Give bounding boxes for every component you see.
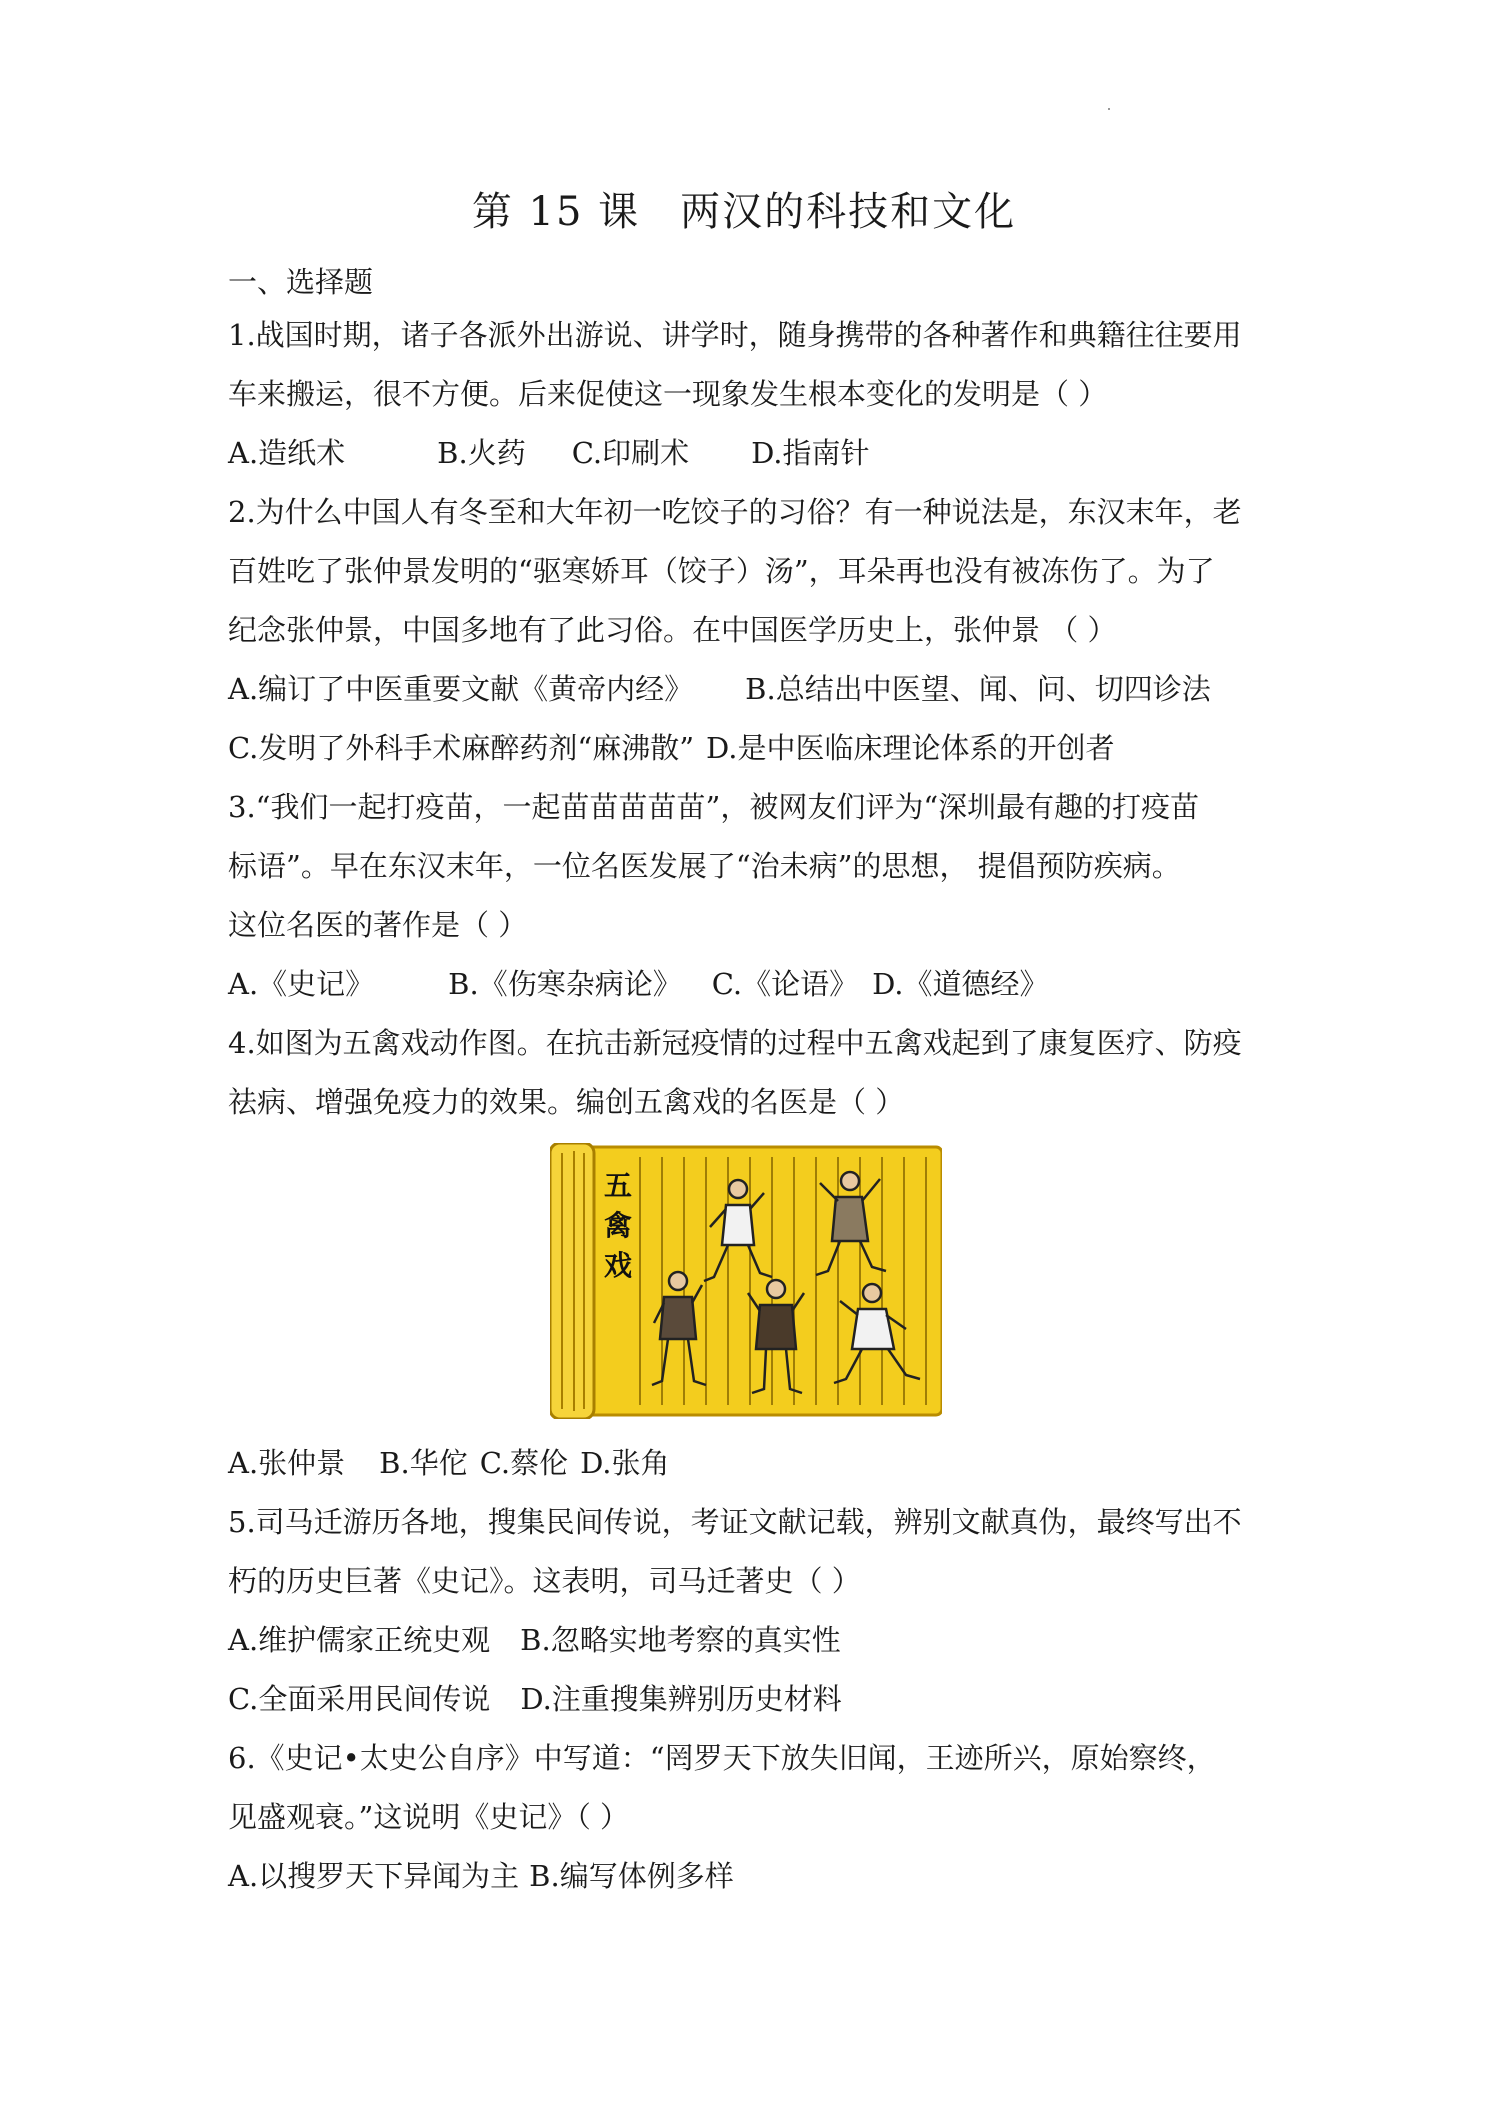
question-3-stem-line-2: 标语”。早在东汉末年，一位名医发展了“治未病”的思想， 提倡预防疾病。 [228, 849, 1181, 883]
question-2-stem-line-1: 2.为什么中国人有冬至和大年初一吃饺子的习俗？有一种说法是，东汉末年，老 [228, 495, 1242, 529]
option-c[interactable]: C.蔡伦 [479, 1446, 569, 1480]
question-4-stem-line-2: 祛病、增强免疫力的效果。编创五禽戏的名医是（ ） [228, 1085, 905, 1119]
option-b[interactable]: B.华佗 [379, 1446, 468, 1480]
page-title [0, 180, 1488, 237]
option-b[interactable]: B.总结出中医望、闻、问、切四诊法 [745, 672, 1211, 706]
figure-title-char-1: 五 [603, 1169, 633, 1202]
option-a[interactable]: A.造纸术 [228, 436, 346, 470]
question-4-stem-line-1: 4.如图为五禽戏动作图。在抗击新冠疫情的过程中五禽戏起到了康复医疗、防疫 [228, 1026, 1242, 1060]
option-c[interactable]: C.印刷术 [571, 436, 690, 470]
option-a[interactable]: A.编订了中医重要文献《黄帝内经》 [228, 672, 694, 706]
option-c[interactable]: C.《论语》 [711, 967, 859, 1001]
option-b[interactable]: B.编写体例多样 [529, 1859, 734, 1893]
question-2-stem-line-2: 百姓吃了张仲景发明的“驱寒娇耳（饺子）汤”，耳朵再也没有被冻伤了。为了 [228, 554, 1215, 588]
question-3-stem-line-3: 这位名医的著作是（ ） [228, 908, 528, 942]
figure-title-char-3: 戏 [603, 1249, 633, 1282]
lesson-topic: 两汉的科技和文化 [680, 189, 1017, 235]
question-1-options [228, 433, 1278, 473]
option-b[interactable]: B.《伤寒杂病论》 [448, 967, 682, 1001]
option-c[interactable]: C.全面采用民间传说 [228, 1682, 491, 1716]
question-5-stem-line-1: 5.司马迁游历各地，搜集民间传说，考证文献记载，辨别文献真伪，最终写出不 [228, 1505, 1242, 1539]
wuqinxi-scroll-image [550, 1143, 942, 1419]
question-5-options-row-1 [228, 1620, 1278, 1660]
option-a[interactable]: A.以搜罗天下异闻为主 [228, 1859, 520, 1893]
question-3-options [228, 964, 1278, 1004]
option-b[interactable]: B.火药 [437, 436, 526, 470]
question-5-options-row-2 [228, 1679, 1278, 1719]
option-a[interactable]: A.《史记》 [228, 967, 375, 1001]
lesson-number: 第 15 课 [471, 189, 641, 235]
question-5-stem-line-2: 朽的历史巨著《史记》。这表明，司马迁著史（ ） [228, 1564, 861, 1598]
question-3-stem-line-1: 3.“我们一起打疫苗，一起苗苗苗苗苗”，被网友们评为“深圳最有趣的打疫苗 [228, 790, 1200, 824]
option-b[interactable]: B.忽略实地考察的真实性 [520, 1623, 841, 1657]
question-4-options [228, 1443, 1278, 1483]
section-heading: 一、选择题 [228, 265, 374, 299]
option-d[interactable]: D.指南针 [751, 436, 870, 470]
option-d[interactable]: D.张角 [580, 1446, 670, 1480]
option-d[interactable]: D.《道德经》 [872, 967, 1049, 1001]
question-1-stem-line-2: 车来搬运，很不方便。后来促使这一现象发生根本变化的发明是（ ） [228, 377, 1108, 411]
option-d[interactable]: D.是中医临床理论体系的开创者 [706, 731, 1115, 765]
figure-title-char-2: 禽 [603, 1209, 633, 1242]
question-1-stem-line-1: 1.战国时期，诸子各派外出游说、讲学时，随身携带的各种著作和典籍往往要用 [228, 318, 1242, 352]
question-2-options-row-2 [228, 728, 1278, 768]
question-6-options [228, 1856, 1278, 1896]
question-6-stem-line-1: 6.《史记•太史公自序》中写道：“罔罗天下放失旧闻，王迹所兴，原始察终， [228, 1741, 1216, 1775]
option-a[interactable]: A.维护儒家正统史观 [228, 1623, 491, 1657]
option-a[interactable]: A.张仲景 [228, 1446, 346, 1480]
option-d[interactable]: D.注重搜集辨别历史材料 [520, 1682, 842, 1716]
option-c[interactable]: C.发明了外科手术麻醉药剂“麻沸散” [228, 731, 695, 765]
question-6-stem-line-2: 见盛观衰。”这说明《史记》（ ） [228, 1800, 630, 1834]
question-2-options-row-1 [228, 669, 1278, 709]
bamboo-scroll-illustration [550, 1143, 942, 1419]
scan-speck [1108, 108, 1110, 110]
question-2-stem-line-3: 纪念张仲景，中国多地有了此习俗。在中国医学历史上，张仲景 （ ） [228, 613, 1117, 647]
